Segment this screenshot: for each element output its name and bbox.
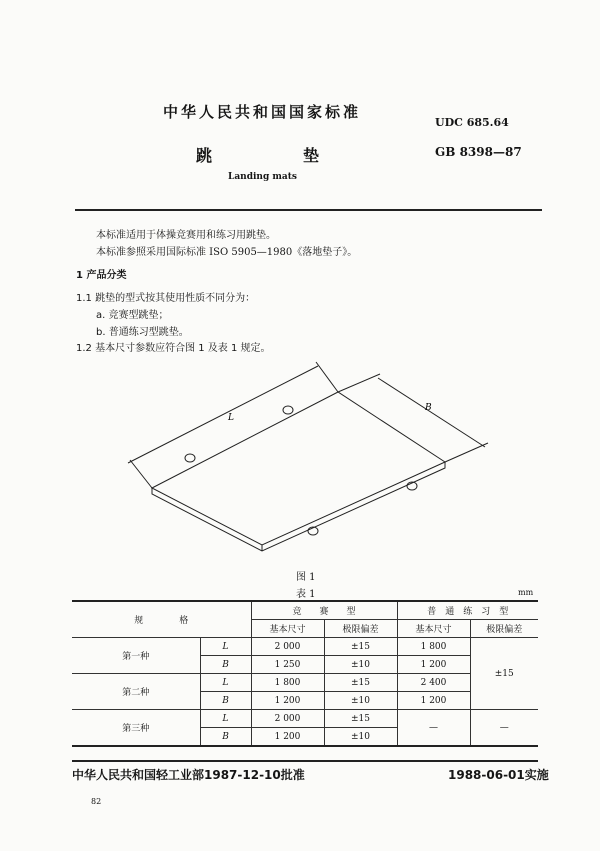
approval-note: 中华人民共和国轻工业部1987-12-10批准 (72, 768, 305, 782)
effective-date: 1988-06-01实施 (448, 768, 549, 782)
sub-basic: 基本尺寸 (251, 620, 324, 638)
standard-number: GB 8398—87 (435, 145, 522, 159)
item-b: b. 普通练习型跳垫。 (96, 327, 189, 338)
table-row: B 1 200 ±10 (72, 728, 538, 747)
english-title: Landing mats (228, 172, 297, 182)
mat-top-face (152, 392, 445, 545)
item-a: a. 竞赛型跳垫； (96, 310, 169, 321)
header-spec: 规 格 (72, 601, 251, 638)
title-char-2: 垫 (303, 146, 320, 165)
header-practice: 普 通 练 习 型 (397, 601, 538, 620)
intro-line-1: 本标准适用于体操竞赛用和练习用跳垫。 (96, 230, 276, 241)
clause-1-1: 1.1 跳垫的型式按其使用性质不同分为： (76, 293, 256, 304)
intro-line-2: 本标准参照采用国际标准 ISO 5905—1980《落地垫子》。 (96, 247, 358, 258)
udc-code: UDC 685.64 (435, 116, 509, 129)
sub-tol: 极限偏差 (324, 620, 397, 638)
page-number: 82 (91, 797, 102, 806)
figure-caption: 图 1 (296, 572, 316, 583)
clause-1-2: 1.2 基本尺寸参数应符合图 1 及表 1 规定。 (76, 343, 271, 354)
practice-tolerance: ±15 (470, 638, 538, 710)
table-row: 第二种 L 1 800 ±15 2 400 (72, 674, 538, 692)
sub-basic: 基本尺寸 (397, 620, 470, 638)
table-row: B 1 250 ±10 1 200 (72, 656, 538, 674)
handle (283, 406, 293, 414)
dim-label-B: B (425, 403, 432, 413)
header-competition: 竞 赛 型 (251, 601, 397, 620)
sub-tol: 极限偏差 (470, 620, 538, 638)
table-row: B 1 200 ±10 1 200 (72, 692, 538, 710)
dim-label-L: L (228, 413, 234, 423)
issuing-org: 中华人民共和国国家标准 (163, 103, 362, 121)
title-char-1: 跳 (196, 146, 213, 165)
table-row: 第三种 L 2 000 ±15 — — (72, 710, 538, 728)
dimensions-table (72, 600, 538, 747)
table-row: 第一种 L 2 000 ±15 1 800 ±15 (72, 638, 538, 656)
handle (185, 454, 195, 462)
footer-rule (72, 760, 538, 762)
table-caption: 表 1 (296, 589, 316, 600)
unit-label: mm (518, 588, 534, 597)
section-1-heading: 1 产品分类 (76, 270, 127, 281)
